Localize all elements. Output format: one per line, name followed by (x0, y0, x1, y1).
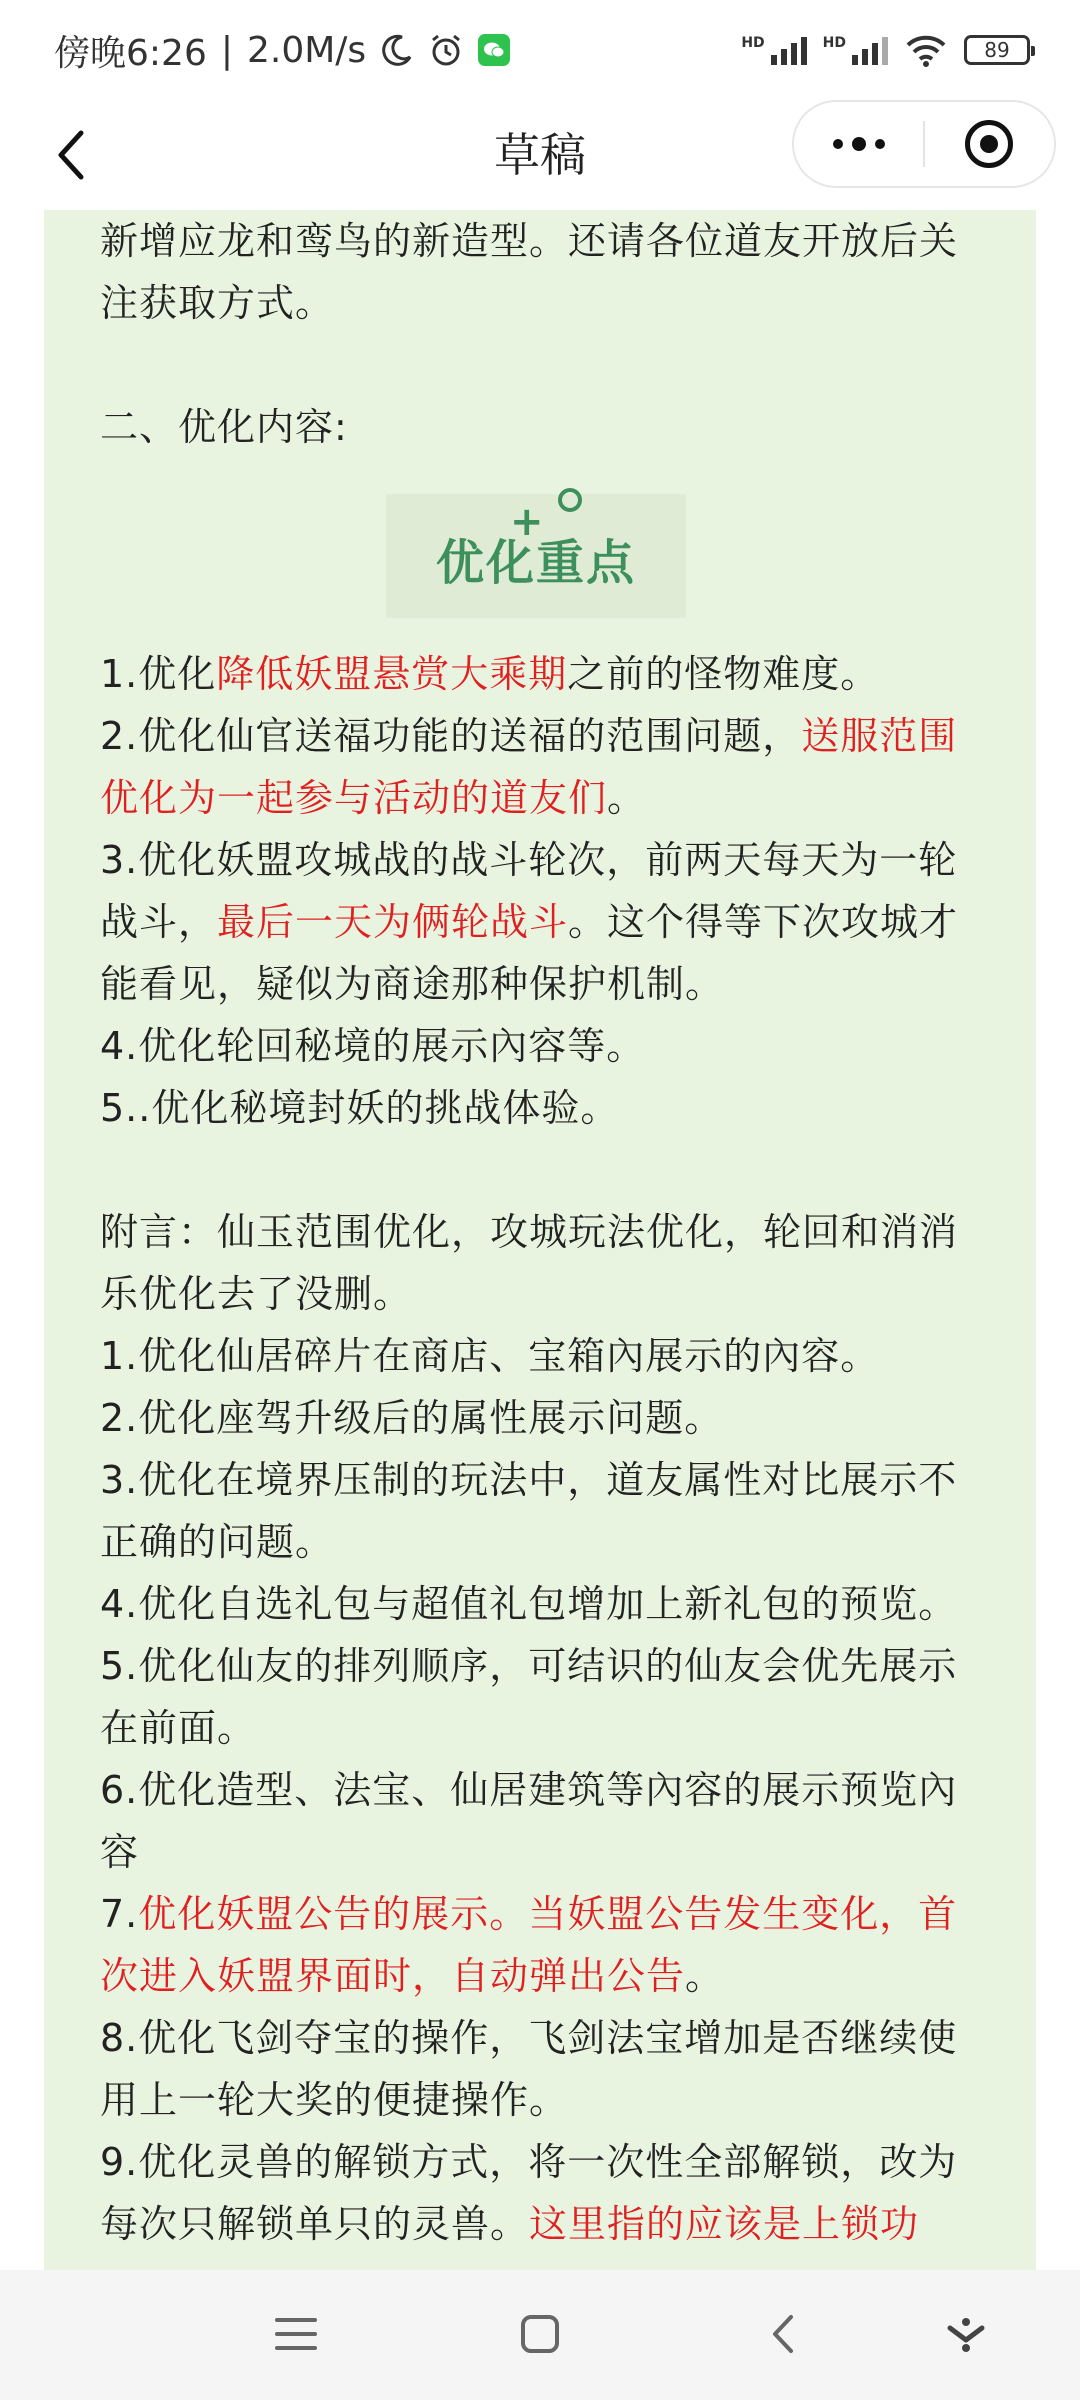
appendix-item (100, 1325, 990, 1387)
status-time: 傍晚6:26 (54, 32, 207, 74)
battery-level: 89 (984, 38, 1010, 62)
close-button[interactable] (925, 100, 1054, 188)
back-chevron-icon (769, 2313, 799, 2355)
highlighted-text: 降低妖盟悬赏大乘期 (216, 652, 568, 696)
body-text: 优化仙友的排列顺序，可结识的仙友会优先展示在前面。 (100, 1644, 958, 1750)
nav-home-button[interactable] (500, 2294, 580, 2374)
status-separator: | (220, 29, 233, 71)
body-text: 。这个得等下次攻城才能看见，疑似为商途那种保护机制。 (100, 900, 959, 1006)
mini-program-capsule (792, 100, 1056, 188)
body-text: 优化灵兽的解锁方式，将一次性全部解锁，改为每次只解锁单只的灵兽。 (100, 2140, 958, 2246)
appendix-item-number: 4. (100, 1582, 139, 1626)
body-text: 优化仙居碎片在商店、宝箱內展示的內容。 (138, 1334, 880, 1378)
optimization-item (100, 829, 990, 1015)
body-text: 优化轮回秘境的展示內容等。 (138, 1024, 646, 1068)
optimization-item-number: 3. (100, 838, 139, 882)
menu-icon (275, 2316, 317, 2352)
article-text (100, 210, 990, 2255)
nav-menu-button[interactable] (256, 2294, 336, 2374)
body-text: 优化在境界压制的玩法中，道友属性对比展示不正确的问题。 (100, 1458, 958, 1564)
appendix-item-number: 7. (100, 1892, 139, 1936)
appendix-intro: 附言：仙玉范围优化，攻城玩法优化，轮回和消消乐优化去了没删。 (100, 1210, 959, 1316)
appendix-item-number: 8. (100, 2016, 139, 2060)
body-text: 优化妖盟攻城战的战斗轮次，前两天每天为一轮战斗， (100, 838, 958, 944)
body-text: 之前的怪物难度。 (567, 652, 880, 696)
optimization-item-number: 1. (100, 652, 139, 696)
chevron-left-icon (53, 129, 93, 181)
appendix-item-number: 2. (100, 1396, 139, 1440)
signal-icon-1: HD (741, 35, 806, 65)
battery-indicator (964, 35, 1030, 65)
wechat-notification-icon (478, 34, 510, 66)
optimization-item (100, 705, 990, 829)
target-close-icon (965, 120, 1013, 168)
plus-decoration-icon: + (510, 499, 545, 545)
optimization-list (100, 643, 990, 1139)
alarm-icon (428, 32, 464, 68)
appendix-item-number: 5. (100, 1644, 139, 1688)
optimization-item-number: 2. (100, 714, 139, 758)
optimization-item-number: 4. (100, 1024, 139, 1068)
optimization-item-number: 5.. (100, 1086, 152, 1130)
back-button[interactable] (38, 120, 108, 190)
body-text: 优化自选礼包与超值礼包增加上新礼包的预览。 (138, 1582, 958, 1626)
body-text: 优化飞剑夺宝的操作，飞剑法宝增加是否继续使用上一轮大奖的便捷操作。 (100, 2016, 958, 2122)
highlight-badge-text: 优化重点 (435, 535, 636, 591)
nav-header (0, 100, 1080, 210)
section-title: 二、优化内容: (100, 405, 348, 449)
appendix-item-number: 9. (100, 2140, 139, 2184)
appendix-item (100, 1883, 990, 2007)
signal-icon-2: HD (823, 35, 888, 65)
highlighted-text: 优化妖盟公告的展示。当妖盟公告发生变化，首次进入妖盟界面时，自动弹出公告 (100, 1892, 958, 1998)
appendix-item (100, 1449, 990, 1573)
nav-back-button[interactable] (744, 2294, 824, 2374)
status-right (741, 33, 1030, 67)
appendix-item-number: 6. (100, 1768, 139, 1812)
optimization-item (100, 1077, 990, 1139)
assistant-icon (946, 2314, 986, 2354)
page-title: 草稿 (494, 128, 586, 182)
intro-line-2: 注获取方式。 (100, 281, 335, 325)
highlighted-text: 送服范围优化为一起参与活动的道友们 (100, 714, 958, 820)
body-text: 。 (607, 776, 647, 820)
nav-assistant-button[interactable] (926, 2294, 1006, 2374)
body-text: 优化 (138, 652, 217, 696)
appendix-item (100, 2007, 990, 2131)
appendix-item-number: 1. (100, 1334, 139, 1378)
moon-icon (380, 33, 414, 67)
highlighted-text: 这里指的应该是上锁功 (529, 2202, 920, 2246)
more-dots-icon (833, 139, 843, 149)
home-square-icon (520, 2314, 560, 2354)
circle-decoration-icon (558, 488, 582, 512)
optimization-item (100, 643, 990, 705)
highlight-badge-area (100, 458, 990, 643)
body-text: 优化座驾升级后的属性展示问题。 (138, 1396, 724, 1440)
appendix-item (100, 1573, 990, 1635)
appendix-item (100, 1387, 990, 1449)
system-nav-bar (0, 2270, 1080, 2400)
wifi-icon (904, 33, 948, 67)
status-bar (0, 0, 1080, 100)
status-left (54, 25, 510, 76)
intro-line-1: 新增应龙和鸾鸟的新造型。还请各位道友开放后关 (100, 219, 959, 263)
body-text: 优化仙官送福功能的送福的范围问题， (138, 714, 802, 758)
article-content (44, 210, 1036, 2270)
body-text: 优化造型、法宝、仙居建筑等內容的展示预览內容 (100, 1768, 958, 1874)
appendix-list (100, 1325, 990, 2255)
appendix-item (100, 2131, 990, 2255)
more-button[interactable] (794, 100, 923, 188)
highlighted-text: 最后一天为俩轮战斗 (217, 900, 569, 944)
appendix-item-number: 3. (100, 1458, 139, 1502)
optimization-item (100, 1015, 990, 1077)
body-text: 优化秘境封妖的挑战体验。 (151, 1086, 620, 1130)
body-text: 。 (685, 1954, 725, 1998)
highlight-badge (386, 494, 686, 618)
appendix-item (100, 1759, 990, 1883)
network-speed: 2.0M/s (246, 29, 367, 71)
appendix-item (100, 1635, 990, 1759)
